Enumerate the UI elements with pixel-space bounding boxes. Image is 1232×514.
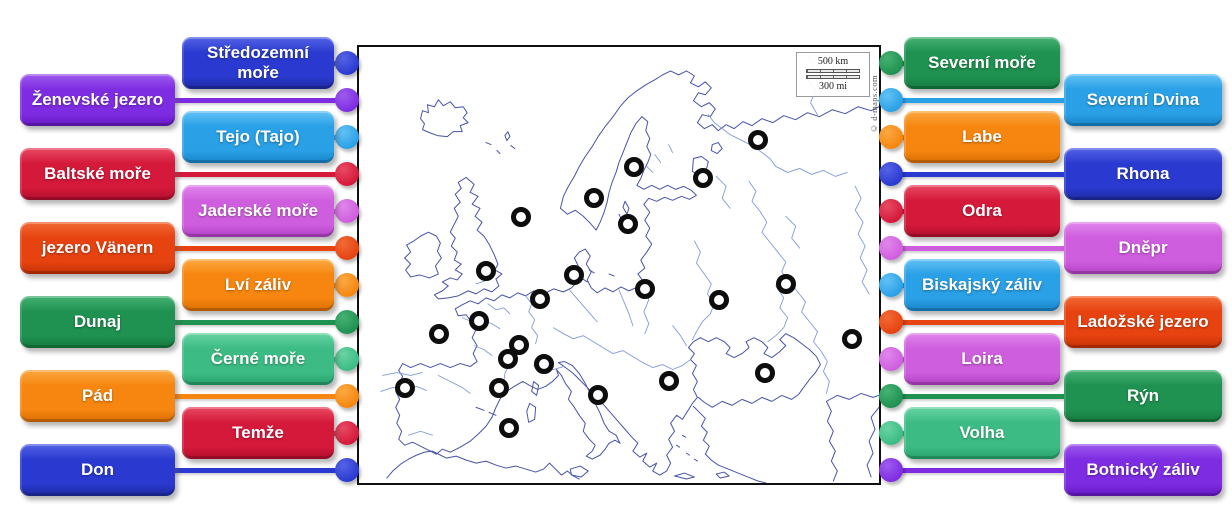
answer-label-left-4[interactable]: Jaderské moře [182,185,334,237]
map-marker-13[interactable] [429,324,449,344]
connector-dot-right-9[interactable] [879,384,903,408]
connector-dot-left-7[interactable] [335,310,359,334]
map-marker-15[interactable] [498,349,518,369]
connector-dot-left-4[interactable] [335,199,359,223]
connector-line-right-5 [881,246,1074,251]
answer-label-right-9[interactable]: Rýn [1064,370,1222,422]
answer-label-right-3[interactable]: Rhona [1064,148,1222,200]
map-marker-12[interactable] [469,311,489,331]
answer-label-left-5[interactable]: jezero Vänern [20,222,175,274]
answer-label-right-8[interactable]: Loira [904,333,1060,385]
map-marker-2[interactable] [693,168,713,188]
scale-bar-km [806,69,860,73]
connector-dot-right-11[interactable] [879,458,903,482]
connector-line-right-1 [881,98,1074,103]
connector-dot-left-8[interactable] [335,347,359,371]
answer-label-left-10[interactable]: Temže [182,407,334,459]
map-marker-4[interactable] [511,207,531,227]
connector-dot-right-1[interactable] [879,88,903,112]
map-marker-11[interactable] [776,274,796,294]
rivers [381,55,869,435]
answer-label-right-4[interactable]: Odra [904,185,1060,237]
map-marker-16[interactable] [534,354,554,374]
answer-label-left-9[interactable]: Pád [20,370,175,422]
answer-label-right-7[interactable]: Ladožské jezero [1064,296,1222,348]
map-marker-6[interactable] [476,261,496,281]
answer-label-left-6[interactable]: Lví záliv [182,259,334,311]
connector-dot-right-6[interactable] [879,273,903,297]
answer-label-left-8[interactable]: Černé moře [182,333,334,385]
map-marker-21[interactable] [659,371,679,391]
answer-label-right-1[interactable]: Severní Dvina [1064,74,1222,126]
answer-label-left-7[interactable]: Dunaj [20,296,175,348]
map-marker-5[interactable] [618,214,638,234]
connector-dot-right-3[interactable] [879,162,903,186]
map-marker-9[interactable] [635,279,655,299]
connector-line-right-9 [881,394,1074,399]
connector-line-left-11 [167,468,347,473]
map-marker-19[interactable] [489,378,509,398]
answer-label-left-1[interactable]: Ženevské jezero [20,74,175,126]
map-scale-box [796,52,870,97]
connector-line-left-7 [167,320,347,325]
answer-label-right-5[interactable]: Dněpr [1064,222,1222,274]
europe-outline-svg [359,47,879,483]
connector-line-left-1 [167,98,347,103]
connector-dot-right-4[interactable] [879,199,903,223]
map-marker-22[interactable] [755,363,775,383]
answer-label-left-0[interactable]: Středozemní moře [182,37,334,89]
connector-dot-right-8[interactable] [879,347,903,371]
connector-line-left-5 [167,246,347,251]
connector-line-right-3 [881,172,1074,177]
answer-label-right-0[interactable]: Severní moře [904,37,1060,89]
europe-map [357,45,881,485]
connector-dot-right-5[interactable] [879,236,903,260]
connector-dot-right-0[interactable] [879,51,903,75]
map-marker-7[interactable] [564,265,584,285]
connector-dot-left-10[interactable] [335,421,359,445]
map-marker-10[interactable] [709,290,729,310]
map-marker-3[interactable] [584,188,604,208]
connector-line-right-11 [881,468,1074,473]
map-marker-0[interactable] [748,130,768,150]
map-marker-18[interactable] [395,378,415,398]
map-copyright: © d-maps.com [869,75,879,134]
connector-dot-left-9[interactable] [335,384,359,408]
connector-dot-left-6[interactable] [335,273,359,297]
map-marker-17[interactable] [842,329,862,349]
map-marker-1[interactable] [624,157,644,177]
connector-dot-left-11[interactable] [335,458,359,482]
connector-dot-right-7[interactable] [879,310,903,334]
connector-dot-left-0[interactable] [335,51,359,75]
connector-dot-left-2[interactable] [335,125,359,149]
connector-line-left-9 [167,394,347,399]
answer-label-left-11[interactable]: Don [20,444,175,496]
coastlines [387,71,879,483]
connector-line-left-3 [167,172,347,177]
scale-km-label: 500 km [817,56,849,67]
answer-label-right-10[interactable]: Volha [904,407,1060,459]
answer-label-left-2[interactable]: Tejo (Tajo) [182,111,334,163]
connector-line-right-7 [881,320,1074,325]
answer-label-right-6[interactable]: Biskajský záliv [904,259,1060,311]
answer-label-right-11[interactable]: Botnický záliv [1064,444,1222,496]
connector-dot-left-5[interactable] [335,236,359,260]
map-marker-20[interactable] [588,385,608,405]
scale-mi-label: 300 mi [818,81,848,92]
connector-dot-right-2[interactable] [879,125,903,149]
connector-dot-left-1[interactable] [335,88,359,112]
map-marker-8[interactable] [530,289,550,309]
answer-label-left-3[interactable]: Baltské moře [20,148,175,200]
connector-dot-left-3[interactable] [335,162,359,186]
connector-dot-right-10[interactable] [879,421,903,445]
answer-label-right-2[interactable]: Labe [904,111,1060,163]
scale-bar-mi [806,75,860,79]
map-marker-23[interactable] [499,418,519,438]
